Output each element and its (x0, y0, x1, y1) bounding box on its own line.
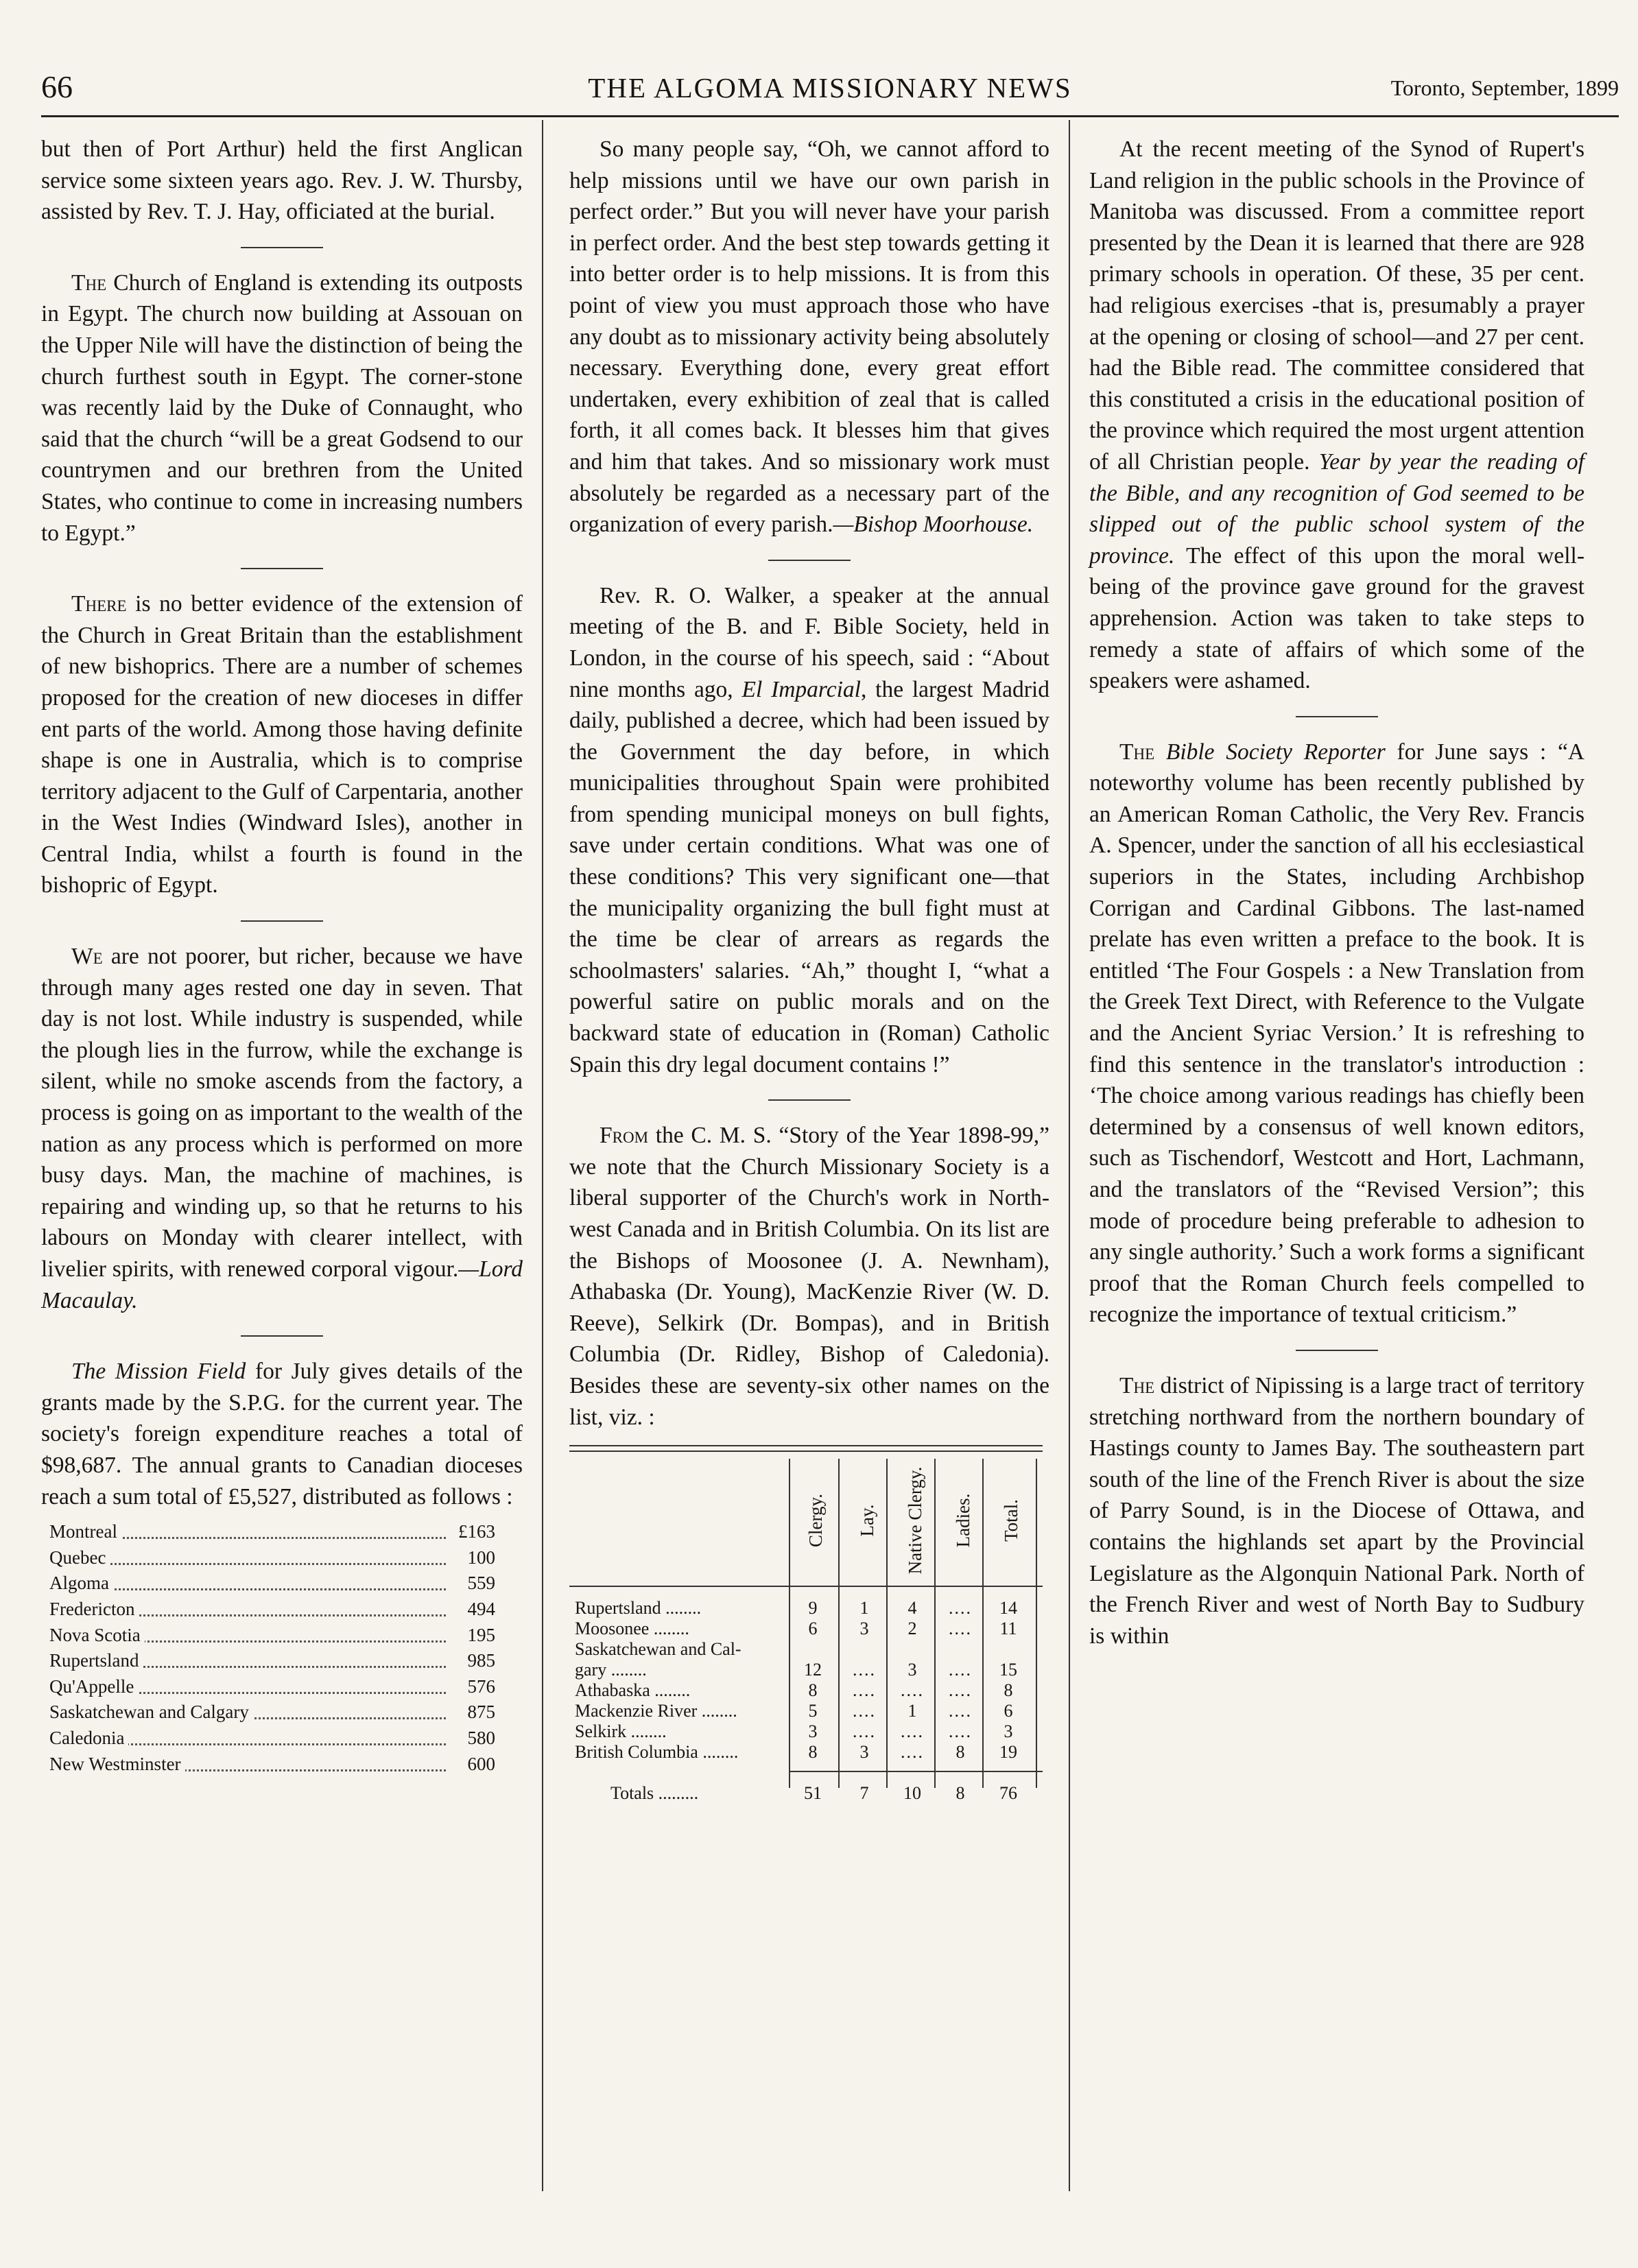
table-row-name: Athabaska ........ (575, 1680, 691, 1701)
table-column-header (995, 1466, 1029, 1575)
grant-diocese-name: Saskatchewan and Calgary (49, 1702, 253, 1722)
table-column-rule (982, 1459, 984, 1788)
table-total-cell: 76 (999, 1783, 1017, 1804)
article-text: are not poorer, but richer, because we have through many ages rested one day in seven. That day is not lost. While industry is suspended, while the plough lies in the furrow, while the exchange is silent, while no smoke ascends from the factory, a process is going on as important to the wealth of the nation as any process which is performed on more busy days. Man, the machine of machines, is repairing and winding up, so that he returns to his labours on Monday with clearer intellect, with livelier spirits, with renewed corporal vigour. (41, 944, 523, 1282)
table-total-cell: 7 (859, 1783, 869, 1804)
separator-rule (1296, 716, 1378, 717)
table-row-name: Moosonee ........ (575, 1619, 689, 1639)
table-column-header (899, 1466, 933, 1575)
separator-rule (1296, 1350, 1378, 1351)
table-row-name: Mackenzie River ........ (575, 1701, 737, 1721)
table-cell: 11 (999, 1619, 1017, 1639)
article-text: for July gives details of the grants made by the S.P.G. for the current year. The society's foreign expenditure reaches a total of $98,687. The annual grants to Canadian dioceses reach a sum total of £5,527, distributed as follows : (41, 1359, 523, 1509)
article-text: , the largest Madrid daily, published a decree, which had been issued by the Government the day before, in which municipalities throughout Spain were prohibited from spending municipal moneys on bull fights, save under certain conditions. What was one of these conditions? This very significant one—that the municipality organizing the bull fight must at the time be clear of arrears as regards the schoolmasters' salaries. “Ah,” thought I, “what a powerful satire on public morals and on the backward state of education in (Roman) Catholic Spain this dry legal document contains !” (569, 676, 1049, 1077)
table-cell-empty: .... (853, 1680, 876, 1701)
grant-amount: 985 (467, 1650, 495, 1671)
table-column-header (851, 1466, 885, 1575)
grant-diocese (49, 1597, 139, 1623)
publication-title: The Mission Field (71, 1359, 246, 1385)
grant-diocese (49, 1699, 253, 1726)
table-rule-header (569, 1586, 1043, 1587)
column-3 (1089, 134, 1584, 1651)
column-header-label: Native Clergy. (905, 1466, 926, 1575)
article-text: The effect of this upon the moral well-being of the province gave ground for the gravest apprehension. Action was taken to take steps to remedy a state of affairs of which some of the speakers were ashamed. (1089, 542, 1584, 694)
table-cell: 4 (907, 1598, 917, 1619)
table-cell: 8 (956, 1742, 965, 1763)
grant-row (41, 1674, 523, 1700)
separator-rule (768, 560, 851, 561)
table-cell: 3 (1004, 1721, 1013, 1742)
lead-word: The (1119, 739, 1155, 765)
table-totals-label: Totals ......... (610, 1783, 699, 1804)
table-cell: 3 (808, 1721, 818, 1742)
column-header-label: Total. (1001, 1499, 1022, 1542)
table-rule-top-2 (569, 1451, 1043, 1452)
newspaper-title: El Imparcial (741, 676, 861, 702)
table-cell-empty: .... (901, 1742, 924, 1763)
article-day-of-rest (41, 941, 523, 1316)
table-total-cell: 8 (956, 1783, 965, 1804)
table-column-rule (789, 1459, 790, 1788)
table-cell-empty: .... (949, 1660, 972, 1680)
lead-word: From (600, 1123, 649, 1149)
table-cell-empty: .... (949, 1619, 972, 1639)
table-cell: 8 (808, 1742, 818, 1763)
separator-rule (241, 247, 323, 248)
table-cell-empty: .... (901, 1680, 924, 1701)
page-header (41, 69, 1619, 111)
table-cell: 3 (859, 1619, 869, 1639)
table-cell: 8 (808, 1680, 818, 1701)
table-cell-empty: .... (949, 1598, 972, 1619)
table-cell-empty: .... (853, 1721, 876, 1742)
article-text: Rev. R. O. Walker, a speaker at the annual meeting of the B. and F. Bible Society, held in London, in the course of his speech, said : “About nine months ago, (569, 582, 1049, 702)
grant-diocese-name: Montreal (49, 1521, 121, 1542)
article-text: is no better evidence of the extension of the Church in Great Britain than the establishment of new bishoprics. There are a number of schemes proposed for the creation of new dioceses in differ ent parts of the world. Among those having definite shape is one in Australia, which is to comprise territory adjacent to the Gulf of Carpentaria, another in the West Indies (Windward Isles), another in Central India, whilst a fourth is found in the bishopric of Egypt. (41, 591, 523, 898)
table-cell: 5 (808, 1701, 818, 1721)
masthead: THE ALGOMA MISSIONARY NEWS (588, 72, 1072, 104)
table-column-header (947, 1466, 981, 1575)
table-cell: 6 (808, 1619, 818, 1639)
table-cell-empty: .... (949, 1721, 972, 1742)
attribution: —Lord Macaulay. (41, 1256, 523, 1313)
grant-diocese-name: Qu'Appelle (49, 1676, 138, 1697)
emphasis-text: Year by year the reading of the Bible, and any recognition of God seemed to be slipped out of the public school system of the province. (1089, 449, 1584, 569)
table-cell: 1 (907, 1701, 917, 1721)
grant-row (41, 1571, 523, 1597)
lead-word: The (1119, 1372, 1155, 1398)
article-bible-society-reporter (1089, 737, 1584, 1330)
article-cms-story (569, 1120, 1049, 1433)
publication-title: Bible Society Reporter (1165, 739, 1386, 765)
table-cell-empty: .... (853, 1660, 876, 1680)
table-rule-top (569, 1445, 1043, 1446)
lead-word: There (71, 591, 127, 617)
table-cell-empty: .... (949, 1701, 972, 1721)
table-cell: 19 (999, 1742, 1017, 1763)
grant-row (41, 1726, 523, 1752)
grant-amount: 559 (467, 1573, 495, 1594)
table-cell: 3 (907, 1660, 917, 1680)
table-cell: 1 (859, 1598, 869, 1619)
table-total-cell: 51 (804, 1783, 822, 1804)
article-burial-end: but then of Port Arthur) held the first Anglican service some sixteen years ago. Rev. J. W. Thursby, assisted by Rev. T. J. Hay, officiated at the burial. (41, 136, 523, 225)
grant-diocese (49, 1545, 110, 1571)
grant-row (41, 1752, 523, 1778)
grant-amount: 195 (467, 1624, 495, 1645)
table-row-name: Selkirk ........ (575, 1721, 667, 1742)
grant-diocese (49, 1674, 138, 1700)
article-help-missions (569, 134, 1049, 540)
article-manitoba-schools (1089, 134, 1584, 697)
table-row-name: British Columbia ........ (575, 1742, 739, 1763)
grant-diocese-name: Fredericton (49, 1599, 139, 1619)
table-cell: 15 (999, 1660, 1017, 1680)
article-egypt-church (41, 267, 523, 549)
table-total-cell: 10 (903, 1783, 921, 1804)
table-cell-empty: .... (901, 1721, 924, 1742)
grant-diocese-name: Caledonia (49, 1728, 128, 1748)
grant-diocese (49, 1623, 145, 1649)
column-divider-1 (542, 120, 543, 2191)
attribution: —Bishop Moorhouse. (833, 512, 1034, 538)
article-text: At the recent meeting of the Synod of Rupert's Land religion in the public schools in the Province of Manitoba was discussed. From a committee report presented by the Dean it is learned that there are 928 primary schools in operation. Of these, 35 per cent. had religious exercises -that is, presumably a prayer at the opening or closing of school—and 27 per cent. had the Bible read. The committee considered that this constituted a crisis in the educational position of the province which required the most urgent attention of all Christian people. (1089, 136, 1584, 475)
grant-amount: 576 (467, 1675, 495, 1697)
article-text: district of Nipissing is a large tract of territory stretching northward from the northern boundary of Hastings county to James Bay. The southeastern part south of the line of the French River is about the size of Parry Sound, is in the Diocese of Ottawa, and contains the highlands set apart by the Provincial Legislature as the Algonquin National Park. North of the French River and west of North Bay to Sudbury is within (1089, 1372, 1584, 1649)
table-row-name: Saskatchewan and Cal- (575, 1639, 741, 1660)
grant-diocese-name: Rupertsland (49, 1650, 143, 1671)
column-header-label: Clergy. (805, 1494, 827, 1548)
article-bull-fights (569, 580, 1049, 1081)
grant-diocese (49, 1726, 128, 1752)
separator-rule (768, 1099, 851, 1101)
grant-row (41, 1648, 523, 1674)
column-header-label: Ladies. (953, 1493, 974, 1548)
table-cell: 3 (859, 1742, 869, 1763)
table-column-header (799, 1466, 833, 1575)
grant-amount: £163 (458, 1521, 495, 1542)
grant-row (41, 1597, 523, 1623)
grant-diocese-name: Nova Scotia (49, 1625, 145, 1645)
grants-list (41, 1519, 523, 1777)
table-row-name: Rupertsland ........ (575, 1598, 702, 1619)
table-cell-empty: .... (949, 1680, 972, 1701)
grant-diocese-name: Algoma (49, 1573, 113, 1593)
table-rule-totals (789, 1771, 1043, 1772)
grant-amount: 580 (467, 1727, 495, 1748)
separator-rule (241, 920, 323, 922)
grant-row (41, 1545, 523, 1571)
table-column-rule (1036, 1459, 1037, 1788)
table-column-rule (838, 1459, 840, 1788)
article-text: Church of England is extending its outposts in Egypt. The church now building at Assouan on the Upper Nile will have the distinction of being the church furthest south in Egypt. The corner-stone was recently laid by the Duke of Connaught, who said that the church “will be a great Godsend to our countrymen and our brethren from the United States, who continue to come in increasing numbers to Egypt.” (41, 270, 523, 546)
header-rule (41, 115, 1619, 117)
column-header-label: Lay. (857, 1504, 878, 1537)
separator-rule (241, 1335, 323, 1337)
table-cell: 9 (808, 1598, 818, 1619)
dateline: Toronto, September, 1899 (1390, 75, 1619, 100)
grant-row (41, 1699, 523, 1726)
article-mission-field (41, 1356, 523, 1512)
grant-diocese (49, 1752, 185, 1778)
table-column-rule (886, 1459, 888, 1788)
table-cell: 6 (1004, 1701, 1013, 1721)
grant-diocese-name: Quebec (49, 1547, 110, 1568)
grant-row (41, 1623, 523, 1649)
column-divider-2 (1069, 120, 1070, 2191)
article-nipissing (1089, 1370, 1584, 1651)
grant-amount: 494 (467, 1598, 495, 1619)
table-cell: 2 (907, 1619, 917, 1639)
grant-row (41, 1519, 523, 1545)
grant-diocese (49, 1519, 121, 1545)
page-number: 66 (41, 69, 73, 104)
table-cell: 12 (804, 1660, 822, 1680)
lead-word: We (71, 944, 103, 970)
article-text: the C. M. S. “Story of the Year 1898-99,” we note that the Church Missionary Society is a liberal supporter of the Church's work in North-west Canada and in British Columbia. On its list are the Bishops of Moosonee (J. A. Newnham), Athabaska (Dr. Young), MacKenzie River (W. D. Reeve), Selkirk (Dr. Bompas), and in British Columbia (Dr. Ridley, Bishop of Caledonia). Besides these are seventy-six other names on the list, viz. : (569, 1123, 1049, 1430)
grant-amount: 100 (467, 1547, 495, 1568)
table-column-rule (934, 1459, 936, 1788)
column-2 (569, 134, 1049, 1804)
table-cell: 14 (999, 1598, 1017, 1619)
grant-diocese-name: New Westminster (49, 1754, 185, 1774)
lead-word: The (71, 270, 107, 296)
article-text: for June says : “A noteworthy volume has been recently published by an American Roman Catholic, the Very Rev. Francis A. Spencer, under the sanction of all his ecclesiastical superiors in the States, including Archbishop Corrigan and Cardinal Gibbons. The last-named prelate has even written a preface to the book. It is entitled ‘The Four Gospels : a New Translation from the Greek Text Direct, with Reference to the Vulgate and the Ancient Syriac Version.’ It is refreshing to find this sentence in the translator's introduction : ‘The choice among various readings has chiefly been determined by a consensus of well known editors, such as Tischendorf, Westcott and Hort, Lachmann, and the translators of the “Revised Version”; this mode of procedure being preferable to adhesion to any single authority.’ Such a work forms a significant proof that the Roman Church feels compelled to recognize the importance of textual criticism.” (1089, 739, 1584, 1328)
missionaries-table (569, 1445, 1049, 1804)
grant-diocese (49, 1648, 143, 1674)
table-cell-empty: .... (853, 1701, 876, 1721)
grant-amount: 875 (467, 1702, 495, 1723)
table-row-name: gary ........ (575, 1660, 647, 1680)
grant-amount: 600 (467, 1753, 495, 1774)
table-cell: 8 (1004, 1680, 1013, 1701)
article-text: So many people say, “Oh, we cannot afford to help missions until we have our own parish in perfect order.” But you will never have your parish in perfect order. And the best step towards getting it into better order is to help missions. It is from this point of view you must approach those who have any doubt as to missionary activity being absolutely necessary. Everything done, every great effort undertaken, every exhibition of zeal that is called forth, it all comes back. It blesses him that gives and him that takes. And so missionary work must absolutely be regarded as a necessary part of the organization of every parish. (569, 136, 1049, 538)
article-new-bishoprics (41, 588, 523, 901)
grant-diocese (49, 1571, 113, 1597)
separator-rule (241, 568, 323, 569)
column-1 (41, 134, 523, 1777)
